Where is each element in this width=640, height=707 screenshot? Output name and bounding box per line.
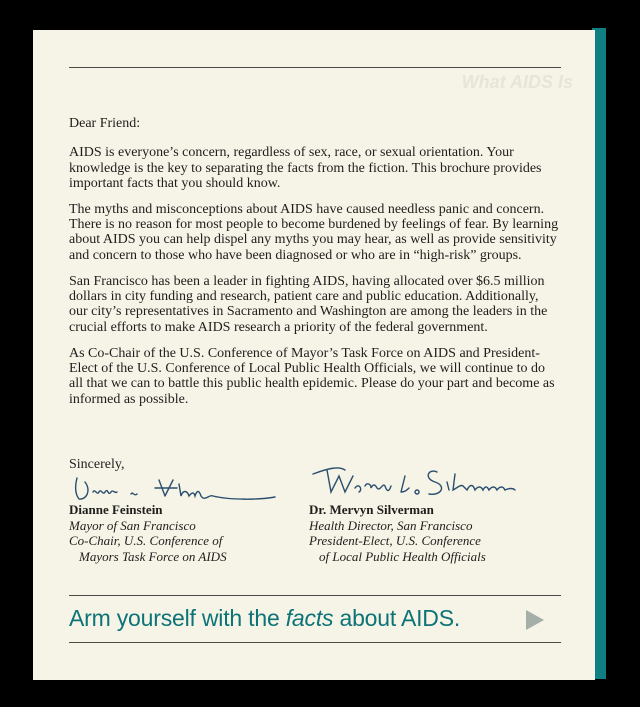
paragraph-3: San Francisco has been a leader in fighting AIDS, having allocated over $6.5 million dollars in city funding and research, patient care and public education. Additionally, our city’s representatives in Sacramento and Washington are among the leaders in the crucial efforts to make AIDS research a priority of the federal government. xyxy=(69,273,548,335)
signatory-title: Mayors Task Force on AIDS xyxy=(79,548,227,564)
signatory-title: President-Elect, U.S. Conference xyxy=(309,533,481,548)
tagline-divider-top xyxy=(69,595,561,596)
tagline-divider-bottom xyxy=(69,642,561,643)
top-divider xyxy=(69,67,561,68)
letter-body xyxy=(69,116,559,418)
tagline-text-end: about AIDS. xyxy=(333,605,461,631)
signatory-name: Dr. Mervyn Silverman xyxy=(309,502,434,517)
show-through-heading: What AIDS Is xyxy=(461,72,573,92)
tagline-text: Arm yourself with the xyxy=(69,605,286,631)
signatory-title: Co-Chair, U.S. Conference of xyxy=(69,533,223,548)
silverman-signature xyxy=(309,462,539,502)
signatory-feinstein xyxy=(69,502,227,564)
signatory-name: Dianne Feinstein xyxy=(69,502,163,517)
feinstein-signature xyxy=(69,470,279,504)
closing: Sincerely, xyxy=(69,457,125,472)
paragraph-2: The myths and misconceptions about AIDS have caused needless panic and concern. There is no reason for most people to become burdened by feelings of fear. By learning about AIDS you can help dispel any myths you may hear, as well as provide sensitivity and concern to those who have been diagnosed or who are in “high-risk” groups. xyxy=(69,201,559,263)
tagline-emphasis: facts xyxy=(285,605,334,631)
signatory-silverman xyxy=(309,502,486,564)
tagline xyxy=(69,605,460,632)
signatory-title: Mayor of San Francisco xyxy=(69,517,196,533)
signatory-title: of Local Public Health Officials xyxy=(319,548,486,564)
paragraph-1: AIDS is everyone’s concern, regardless of sex, race, or sexual orientation. Your knowledge is the key to separating the facts from the fiction. This brochure provides important facts that you should know. xyxy=(69,145,542,191)
greeting: Dear Friend: xyxy=(69,116,141,131)
brochure-page xyxy=(33,30,595,680)
signatory-title: Health Director, San Francisco xyxy=(309,517,473,533)
paragraph-4: As Co-Chair of the U.S. Conference of Mayor’s Task Force on AIDS and President-Elect of the U.S. Conference of Local Public Health Officials, we will continue to do all that we can to battle this public health epidemic. Please do your part and become as informed as possible. xyxy=(69,345,555,407)
play-triangle-icon xyxy=(526,610,544,630)
